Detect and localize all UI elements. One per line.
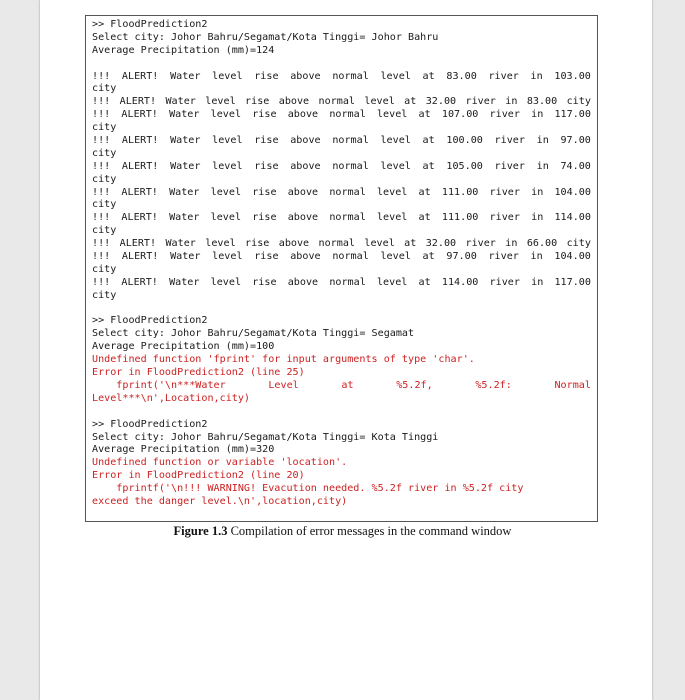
error-code-line (92, 380, 591, 393)
alert-token: level (205, 96, 236, 108)
error-code-line: exceed the danger level.\n',location,city) (92, 495, 348, 507)
alert-token: normal (332, 251, 369, 263)
alert-token: Water (170, 251, 201, 263)
alert-token: in (505, 96, 518, 108)
alert-token: at (422, 70, 435, 82)
alert-line-wrap (92, 264, 591, 277)
alert-token: at (418, 109, 431, 121)
alert-line (92, 109, 591, 122)
alert-token: rise (252, 212, 277, 224)
alert-token: at (422, 135, 435, 147)
alert-token: level (364, 96, 395, 108)
code-token: %5.2f: (475, 379, 512, 391)
alert-line (92, 212, 591, 225)
error-location: Error in FloodPrediction2 (line 25) (92, 367, 305, 379)
alert-token: 117.00 (554, 109, 591, 121)
alert-token: at (404, 96, 417, 108)
alert-token: Water (169, 212, 200, 224)
code-token: Level (268, 379, 299, 391)
error-message: Undefined function 'fprint' for input arguments of type 'char'. (92, 354, 475, 366)
alert-line (92, 161, 591, 174)
select-city-line: Select city: Johor Bahru/Segamat/Kota Tinggi= Segamat (92, 328, 415, 340)
code-token: fprint('\n***Water (92, 379, 226, 391)
alert-token: 100.00 (446, 135, 483, 147)
alert-token: river (465, 238, 496, 250)
alert-token: 74.00 (560, 160, 591, 172)
alert-token: level (212, 135, 243, 147)
alert-token: level (212, 160, 243, 172)
alert-token: 114.00 (441, 276, 479, 288)
alert-token: in (505, 238, 518, 250)
alert-token: in (531, 212, 544, 224)
alert-token: normal (332, 70, 369, 82)
command-prompt: >> FloodPrediction2 (92, 315, 208, 327)
alert-token: 107.00 (441, 109, 479, 121)
alert-token: at (418, 186, 431, 198)
alert-token: city (92, 83, 117, 95)
alert-token: at (418, 276, 431, 288)
alert-token: level (210, 212, 242, 224)
alert-token: ALERT! (119, 96, 157, 108)
alert-token: in (536, 135, 549, 147)
alert-token: city (566, 238, 591, 250)
alert-token: 97.00 (560, 135, 591, 147)
alert-line-wrap (92, 174, 591, 187)
avg-precipitation-line: Average Precipitation (mm)=100 (92, 341, 275, 353)
alert-token: ALERT! (121, 186, 158, 198)
alert-token: !!! (92, 135, 111, 147)
alert-token: Water (165, 238, 196, 250)
alert-line-wrap (92, 199, 591, 212)
alert-token: ALERT! (119, 238, 157, 250)
alert-token: above (278, 96, 310, 108)
alert-token: 83.00 (526, 96, 558, 108)
error-code-line: fprintf('\n!!! WARNING! Evacution needed. %5.2f river in %5.2f city (92, 483, 524, 495)
alert-token: !!! (92, 96, 111, 108)
alert-token: 114.00 (554, 212, 591, 224)
alert-token: Water (165, 96, 196, 108)
alert-token: city (566, 96, 591, 108)
alert-token: level (380, 160, 411, 172)
alert-token: above (290, 70, 321, 82)
alert-token: normal (329, 186, 366, 198)
alert-token: river (489, 109, 520, 121)
alert-token: 32.00 (425, 96, 457, 108)
alert-token: rise (254, 70, 279, 82)
alert-token: above (290, 160, 321, 172)
alert-token: river (489, 276, 520, 288)
alert-token: rise (252, 276, 277, 288)
alert-token: level (210, 186, 242, 198)
alert-token: rise (254, 251, 279, 263)
alert-token: normal (318, 96, 355, 108)
avg-precipitation-line: Average Precipitation (mm)=124 (92, 44, 275, 56)
alert-token: !!! (92, 70, 111, 82)
alert-token: normal (332, 135, 369, 147)
alert-token: 105.00 (446, 160, 483, 172)
alert-token: ALERT! (121, 70, 159, 82)
alert-token: 66.00 (526, 238, 558, 250)
alert-token: level (380, 135, 411, 147)
alert-token: !!! (92, 276, 111, 288)
blank-line (92, 406, 591, 419)
alert-token: in (530, 70, 543, 82)
alert-line-wrap (92, 148, 591, 161)
alert-token: Water (170, 70, 201, 82)
alert-token: rise (245, 238, 270, 250)
code-token: Normal (554, 379, 591, 391)
alert-token: rise (252, 109, 277, 121)
alert-line-wrap (92, 290, 591, 303)
alert-token: normal (329, 276, 366, 288)
alert-token: river (494, 135, 525, 147)
alert-token: 32.00 (425, 238, 457, 250)
alert-line-wrap (92, 225, 591, 238)
alert-token: city (92, 225, 117, 237)
error-location: Error in FloodPrediction2 (line 20) (92, 470, 305, 482)
alert-token: in (531, 276, 544, 288)
alert-token: !!! (92, 160, 111, 172)
select-city-line: Select city: Johor Bahru/Segamat/Kota Tinggi= Johor Bahru (92, 31, 439, 43)
alert-token: level (210, 276, 242, 288)
alert-token: in (531, 109, 544, 121)
alert-token: level (376, 186, 408, 198)
alert-token: rise (254, 135, 279, 147)
alert-line (92, 96, 591, 109)
alert-token: in (530, 251, 543, 263)
alert-token: river (494, 160, 525, 172)
alert-token: 83.00 (446, 70, 477, 82)
alert-token: city (92, 173, 117, 185)
alert-token: ALERT! (121, 251, 159, 263)
alert-token: river (489, 186, 520, 198)
figure-caption: Figure 1.3 Compilation of error messages in the command window (173, 524, 512, 538)
alert-token: !!! (92, 109, 111, 121)
alert-token: river (489, 212, 520, 224)
alert-token: 97.00 (446, 251, 477, 263)
alert-token: level (376, 109, 408, 121)
select-city-line: Select city: Johor Bahru/Segamat/Kota Tinggi= Kota Tinggi (92, 431, 439, 443)
command-prompt: >> FloodPrediction2 (92, 418, 208, 430)
alert-line (92, 238, 591, 251)
alert-token: rise (254, 160, 279, 172)
alert-token: ALERT! (121, 109, 158, 121)
figure-number: Figure 1.3 (173, 524, 228, 538)
alert-token: level (380, 251, 411, 263)
alert-token: above (287, 186, 319, 198)
alert-token: Water (170, 160, 201, 172)
command-window-figure (85, 15, 598, 522)
alert-token: at (404, 238, 417, 250)
alert-token: ALERT! (121, 135, 159, 147)
alert-token: above (287, 109, 319, 121)
blank-line (92, 58, 591, 71)
alert-token: above (290, 135, 321, 147)
alert-token: above (278, 238, 310, 250)
alert-token: ALERT! (121, 276, 158, 288)
alert-token: !!! (92, 212, 111, 224)
alert-token: above (290, 251, 321, 263)
alert-token: level (212, 70, 243, 82)
alert-token: !!! (92, 186, 111, 198)
alert-token: city (92, 122, 117, 134)
alert-token: normal (329, 109, 366, 121)
alert-token: level (212, 251, 243, 263)
avg-precipitation-line: Average Precipitation (mm)=320 (92, 444, 275, 456)
alert-token: Water (170, 135, 201, 147)
alert-token: level (205, 238, 236, 250)
alert-token: 103.00 (554, 70, 591, 82)
alert-token: city (92, 263, 117, 275)
alert-token: 111.00 (441, 186, 479, 198)
alert-line (92, 135, 591, 148)
alert-token: river (465, 96, 496, 108)
alert-line-wrap (92, 122, 591, 135)
alert-token: 104.00 (554, 186, 591, 198)
command-prompt: >> FloodPrediction2 (92, 19, 208, 30)
alert-token: above (287, 212, 319, 224)
alert-token: rise (252, 186, 277, 198)
alert-token: level (376, 212, 408, 224)
alert-token: !!! (92, 251, 111, 263)
alert-token: in (531, 186, 544, 198)
alert-token: !!! (92, 238, 111, 250)
alert-line (92, 71, 591, 84)
blank-line (92, 303, 591, 316)
alert-token: rise (245, 96, 270, 108)
alert-token: 117.00 (554, 276, 591, 288)
alert-token: 104.00 (554, 251, 591, 263)
error-message: Undefined function or variable 'location'. (92, 457, 348, 469)
alert-token: at (418, 212, 431, 224)
code-token: at (341, 379, 354, 391)
alert-token: normal (332, 160, 369, 172)
alert-token: in (536, 160, 549, 172)
alert-token: level (364, 238, 395, 250)
alert-token: city (92, 199, 117, 211)
alert-token: level (210, 109, 242, 121)
alert-output-block (92, 71, 591, 303)
alert-token: normal (318, 238, 355, 250)
alert-token: above (287, 276, 319, 288)
alert-token: level (376, 276, 408, 288)
alert-token: river (488, 70, 519, 82)
alert-token: ALERT! (121, 160, 159, 172)
error-code-line: Level***\n',Location,city) (92, 392, 251, 404)
alert-token: at (422, 251, 435, 263)
alert-token: ALERT! (121, 212, 158, 224)
alert-line (92, 251, 591, 264)
alert-token: city (92, 147, 117, 159)
code-token: %5.2f, (396, 379, 433, 391)
alert-token: Water (169, 186, 200, 198)
alert-token: river (488, 251, 519, 263)
alert-token: at (422, 160, 435, 172)
alert-line (92, 187, 591, 200)
alert-line-wrap (92, 83, 591, 96)
alert-token: Water (169, 109, 200, 121)
alert-token: city (92, 289, 117, 301)
alert-token: level (380, 70, 411, 82)
alert-token: Water (169, 276, 200, 288)
alert-line (92, 277, 591, 290)
alert-token: normal (329, 212, 366, 224)
alert-token: 111.00 (441, 212, 479, 224)
